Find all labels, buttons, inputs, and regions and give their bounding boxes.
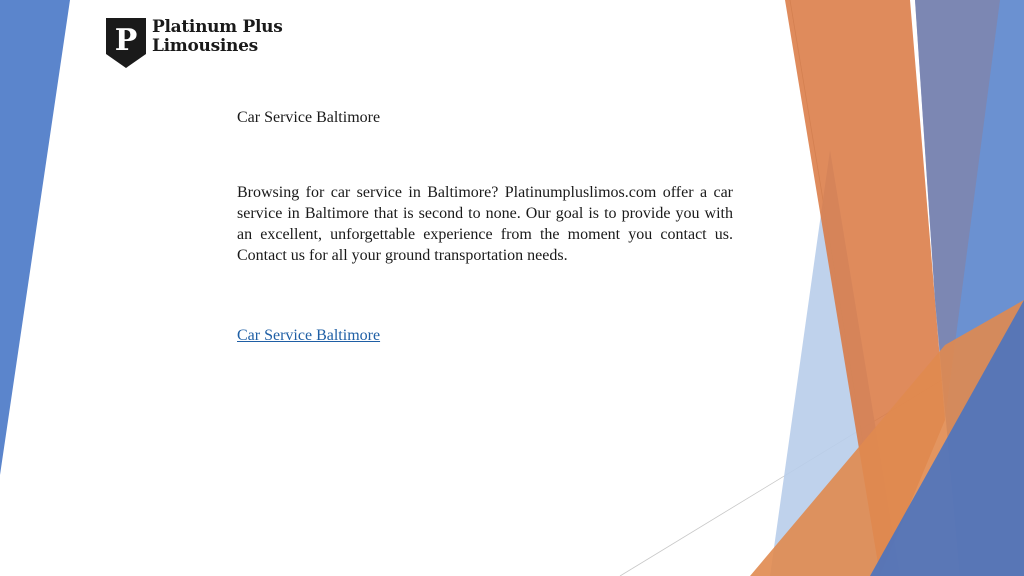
left-blue-shape [0, 0, 70, 475]
company-logo[interactable] [106, 17, 283, 70]
shield-logo-icon [106, 18, 146, 68]
car-service-link[interactable]: Car Service Baltimore [237, 327, 381, 344]
logo-wordmark [152, 18, 282, 56]
description-paragraph: Browsing for car service in Baltimore? Platinumpluslimos.com offer a car service in Baltimore that is second to none. Our goal is to provide you with an excellent, unforgettable experience from the moment you contact us. Contact us for all your ground transportation needs. [237, 184, 733, 264]
svg-text:P: P [114, 23, 138, 58]
logo-line-1: Platinum Plus [152, 17, 283, 37]
logo-line-2: Limousines [152, 36, 258, 56]
main-content [237, 108, 733, 346]
page-heading: Car Service Baltimore [237, 109, 381, 126]
